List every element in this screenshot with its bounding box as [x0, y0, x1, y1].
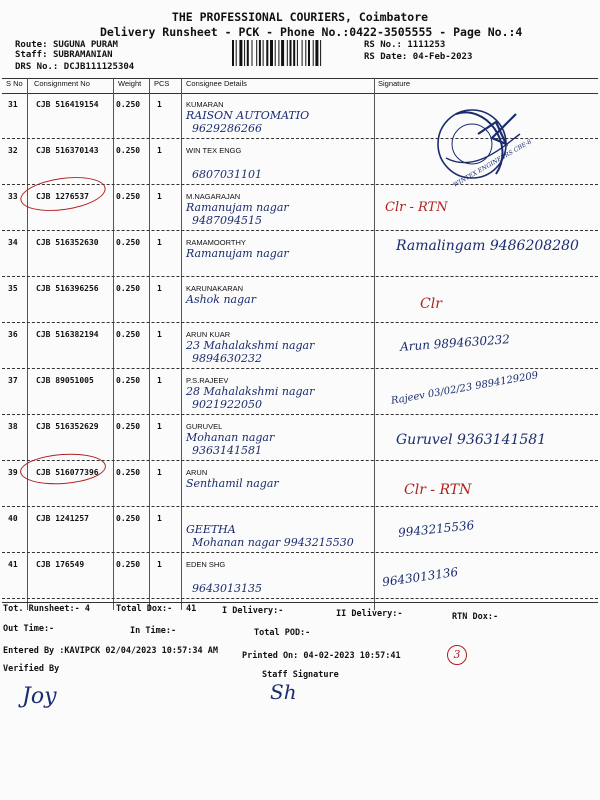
barcode-bar: [278, 40, 279, 66]
row-consignee-name: P.S.RAJEEV: [186, 376, 229, 385]
row-consignee-handwriting: Senthamil nagar: [186, 477, 279, 490]
row-sno: 38: [8, 422, 18, 431]
signature-row-36: Arun 9894630232: [399, 332, 511, 354]
verified-signature: Joy: [22, 684, 57, 709]
route-line: Route: SUGUNA PURAM: [15, 40, 118, 50]
row-pcs: 1: [157, 238, 162, 247]
row-weight: 0.250: [116, 100, 141, 109]
row-separator: [2, 506, 598, 507]
row-separator: [2, 230, 598, 231]
barcode-bar: [305, 40, 306, 66]
barcode-bar: [275, 40, 276, 66]
total-pod: Total POD:-: [254, 628, 311, 638]
drs-value: DCJB111125304: [63, 62, 135, 72]
table-header-border: [2, 93, 598, 94]
total-dox-value: 41: [186, 604, 197, 614]
col-divider: [113, 78, 114, 610]
printed-on: Printed On: 04-02-2023 10:57:41: [242, 651, 401, 661]
row-consignee-phone: 9629286266: [192, 122, 262, 135]
row-sno: 34: [8, 238, 18, 247]
row-consignee-handwriting: 28 Mahalakshmi nagar: [186, 385, 315, 398]
barcode-bar: [252, 40, 253, 66]
verified-by: Verified By: [3, 664, 60, 674]
row-separator: [2, 414, 598, 415]
col-header-consignment: Consignment No: [34, 79, 90, 88]
row-weight: 0.250: [116, 514, 141, 523]
row-weight: 0.250: [116, 146, 141, 155]
rtn-dox: RTN Dox:-: [452, 612, 499, 622]
row-sno: 32: [8, 146, 18, 155]
i-delivery: I Delivery:-: [222, 606, 284, 616]
signature-row-38: Guruvel 9363141581: [396, 432, 547, 448]
signature-row-40: 9943215536: [397, 518, 475, 540]
signature-row-37: Rajeev 03/02/23 9894129209: [390, 370, 540, 407]
row-separator: [2, 322, 598, 323]
row-consignee-handwriting: RAISON AUTOMATIO: [186, 109, 310, 122]
row-sno: 39: [8, 468, 18, 477]
row-consignee-name: ARUN KUAR: [186, 330, 231, 339]
barcode-bar: [266, 40, 268, 66]
barcode-bar: [259, 40, 261, 66]
drs-line: DRS No.: DCJB111125304: [15, 62, 135, 72]
signature-row-41: 9643013136: [381, 564, 459, 590]
row-consignee-handwriting: Mohanan nagar: [186, 431, 275, 444]
signature-row-35: Clr: [420, 296, 442, 312]
staff-line: Staff: SUBRAMANIAN: [15, 50, 113, 60]
barcode-bar: [287, 40, 288, 66]
row-weight: 0.250: [116, 284, 141, 293]
rs-no-value: 1111253: [407, 40, 446, 50]
row-separator: [2, 598, 598, 599]
rs-date-line: RS Date: 04-Feb-2023: [364, 52, 473, 62]
staff-signature-label: Staff Signature: [262, 670, 339, 680]
row-weight: 0.250: [116, 560, 141, 569]
row-consignee-handwriting: GEETHA: [186, 523, 236, 536]
row-separator: [2, 552, 598, 553]
row-pcs: 1: [157, 192, 162, 201]
row-consignment-no: CJB 516370143: [36, 146, 99, 155]
row-consignee-phone: Mohanan nagar 9943215530: [192, 536, 354, 549]
row-consignee-name: ARUN: [186, 468, 208, 477]
barcode-bar: [313, 40, 314, 66]
row-consignment-no: CJB 516077396: [36, 468, 99, 477]
row-weight: 0.250: [116, 422, 141, 431]
barcode: [230, 40, 358, 66]
page-count-circle: 3: [447, 645, 467, 665]
col-header-weight: Weight: [118, 79, 142, 88]
row-pcs: 1: [157, 100, 162, 109]
row-consignee-handwriting: Ramanujam nagar: [186, 247, 289, 260]
barcode-bar: [244, 40, 245, 66]
signature-row-34: Ramalingam 9486208280: [396, 238, 579, 254]
row-consignee-phone: 9643013135: [192, 582, 262, 595]
col-header-signature: Signature: [378, 79, 411, 88]
row-consignee-handwriting: 23 Mahalakshmi nagar: [186, 339, 315, 352]
row-weight: 0.250: [116, 238, 141, 247]
row-pcs: 1: [157, 376, 162, 385]
barcode-bar: [281, 40, 284, 66]
row-weight: 0.250: [116, 376, 141, 385]
rtn-circle: [19, 451, 107, 487]
row-weight: 0.250: [116, 468, 141, 477]
barcode-bar: [297, 40, 298, 66]
row-pcs: 1: [157, 422, 162, 431]
tot-runsheet: Tot. Runsheet:- 4: [3, 604, 90, 614]
signature-row-33: Clr - RTN: [385, 200, 448, 215]
col-header-consignee: Consignee Details: [186, 79, 247, 88]
col-divider: [374, 78, 375, 610]
rtn-circle: [18, 172, 108, 216]
row-consignee-name: M.NAGARAJAN: [186, 192, 241, 201]
entered-by: Entered By :KAVIPCK 02/04/2023 10:57:34 AM: [3, 646, 218, 656]
row-separator: [2, 368, 598, 369]
in-time: In Time:-: [130, 626, 177, 636]
barcode-bar: [308, 40, 310, 66]
row-consignment-no: CJB 516396256: [36, 284, 99, 293]
row-consignee-phone: 9487094515: [192, 214, 262, 227]
row-consignment-no: CJB 516419154: [36, 100, 99, 109]
col-header-sno: S No: [6, 79, 23, 88]
row-consignment-no: CJB 1241257: [36, 514, 89, 523]
row-pcs: 1: [157, 468, 162, 477]
barcode-bar: [239, 40, 242, 66]
rs-no-line: RS No.: 1111253: [364, 40, 446, 50]
row-pcs: 1: [157, 514, 162, 523]
col-divider: [181, 78, 182, 610]
row-consignment-no: CJB 516352629: [36, 422, 99, 431]
row-pcs: 1: [157, 560, 162, 569]
row-consignee-name: WIN TEX ENGG: [186, 146, 242, 155]
row-consignee-name: RAMAMOORTHY: [186, 238, 246, 247]
row-sno: 33: [8, 192, 18, 201]
row-pcs: 1: [157, 146, 162, 155]
row-consignee-name: EDEN SHG: [186, 560, 226, 569]
row-pcs: 1: [157, 284, 162, 293]
barcode-bar: [247, 40, 249, 66]
row-consignment-no: CJB 1276537: [36, 192, 89, 201]
row-consignee-phone: 9363141581: [192, 444, 262, 457]
row-sno: 36: [8, 330, 18, 339]
row-sno: 40: [8, 514, 18, 523]
barcode-bar: [270, 40, 273, 66]
row-consignment-no: CJB 176549: [36, 560, 85, 569]
col-divider: [27, 78, 28, 610]
barcode-bar: [302, 40, 303, 66]
barcode-bar: [315, 40, 318, 66]
barcode-bar: [236, 40, 237, 66]
row-sno: 31: [8, 100, 18, 109]
barcode-bar: [263, 40, 264, 66]
table-top-border: [2, 78, 598, 79]
row-consignee-phone: 9894630232: [192, 352, 262, 365]
col-divider: [149, 78, 150, 610]
row-consignment-no: CJB 516382194: [36, 330, 99, 339]
row-weight: 0.250: [116, 330, 141, 339]
barcode-bar: [290, 40, 292, 66]
document-subtitle: Delivery Runsheet - PCK - Phone No.:0422-3505555 - Page No.:4: [100, 25, 523, 39]
row-sno: 35: [8, 284, 18, 293]
out-time: Out Time:-: [3, 624, 55, 634]
total-dox-label: Total Dox:-: [116, 604, 173, 614]
row-consignment-no: CJB 89051005: [36, 376, 94, 385]
rs-date-value: 04-Feb-2023: [412, 52, 473, 62]
row-consignee-handwriting: Ramanujam nagar: [186, 201, 289, 214]
row-consignee-name: KARUNAKARAN: [186, 284, 244, 293]
barcode-bar: [256, 40, 257, 66]
document-title: THE PROFESSIONAL COURIERS, Coimbatore: [171, 10, 429, 24]
stamp-text: WINTEX ENGINEERS CBE-8: [452, 138, 533, 189]
row-consignee-phone: 9021922050: [192, 398, 262, 411]
footer-top-border: [2, 602, 598, 603]
row-sno: 41: [8, 560, 18, 569]
staff-value: SUBRAMANIAN: [52, 50, 113, 60]
row-consignment-no: CJB 516352630: [36, 238, 99, 247]
row-consignee-name: KUMARAN: [186, 100, 224, 109]
row-consignee-name: GURUVEL: [186, 422, 223, 431]
signature-row-39: Clr - RTN: [404, 482, 472, 498]
route-value: SUGUNA PURAM: [52, 40, 118, 50]
col-header-pcs: PCS: [154, 79, 170, 88]
ii-delivery: II Delivery:-: [336, 609, 403, 619]
barcode-bar: [232, 40, 234, 66]
row-consignee-phone: 6807031101: [192, 168, 262, 181]
row-pcs: 1: [157, 330, 162, 339]
barcode-bar: [320, 40, 321, 66]
row-sno: 37: [8, 376, 18, 385]
barcode-bar: [293, 40, 295, 66]
staff-signature: Sh: [270, 680, 297, 704]
row-separator: [2, 276, 598, 277]
row-consignee-handwriting: Ashok nagar: [186, 293, 256, 306]
row-weight: 0.250: [116, 192, 141, 201]
